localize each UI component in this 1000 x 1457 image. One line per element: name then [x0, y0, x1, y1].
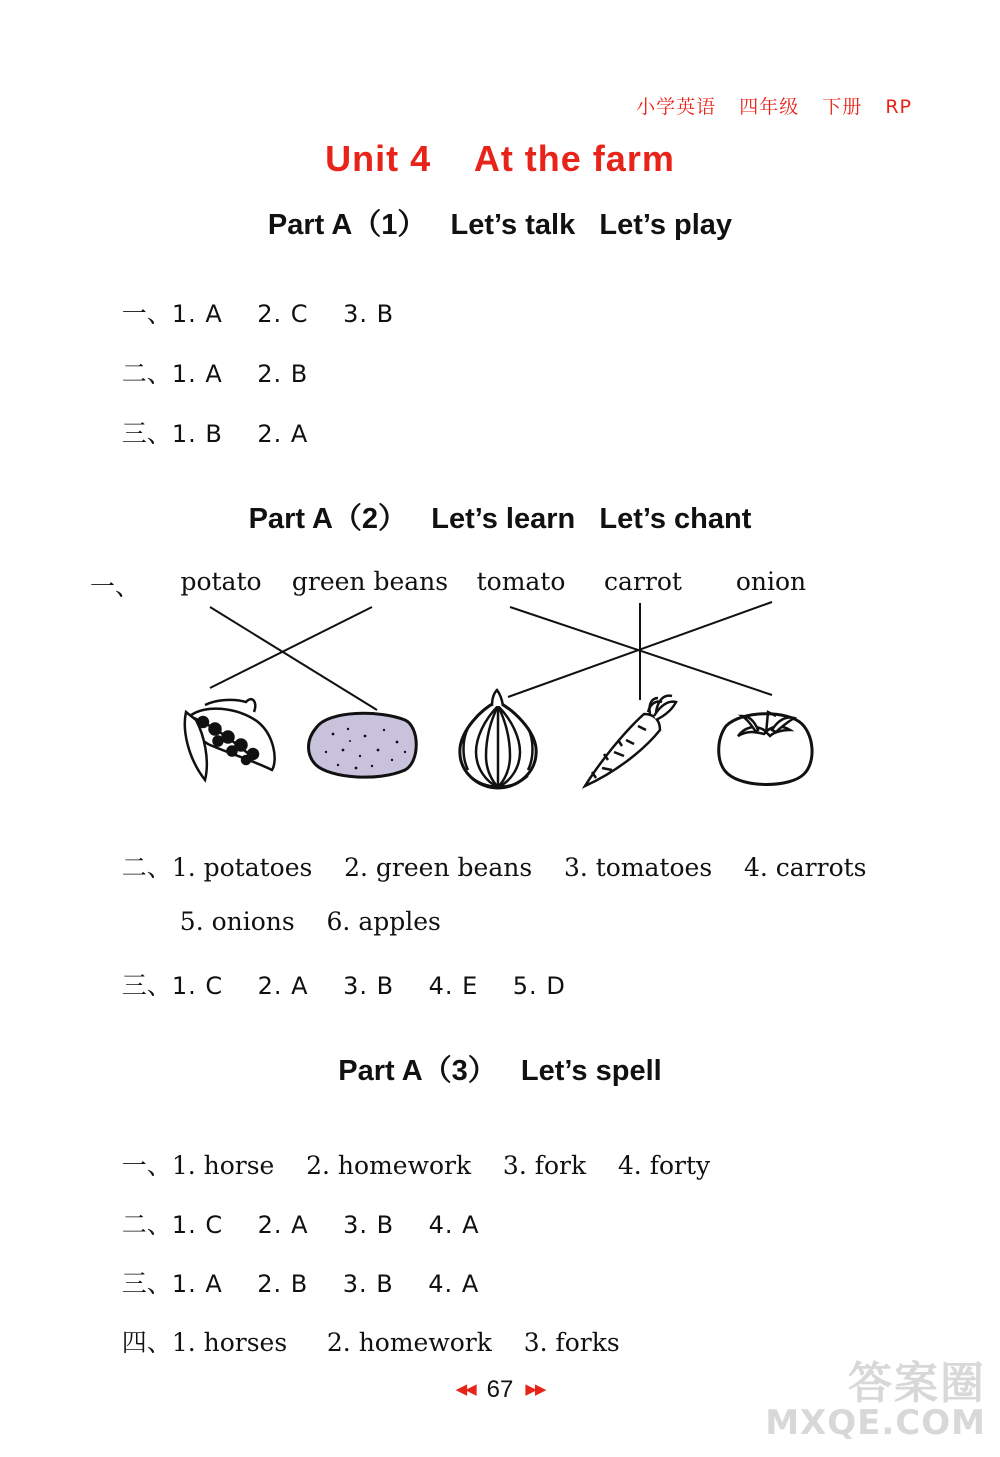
next-arrows-icon: ▶▶: [525, 1381, 545, 1398]
watermark-line-2: MXQE.COM: [765, 1403, 986, 1443]
line-answers: 1. horses 2. homework 3. forks: [171, 1328, 620, 1357]
part-a1-title: Part A（1） Let’s talk Let’s play: [267, 209, 733, 241]
unit-title: Unit 4 At the farm: [325, 138, 675, 179]
green-beans-picture: [185, 699, 275, 780]
line-label: 一、: [121, 1151, 172, 1180]
match-word-carrot: carrot: [604, 567, 682, 596]
match-word-tomato: tomato: [476, 567, 566, 596]
line-answers: 1. A 2. C 3. B: [171, 300, 395, 328]
watermark: [765, 1358, 986, 1443]
part-a2-title: Part A（2） Let’s learn Let’s chant: [248, 503, 752, 535]
header-grade: 四年级: [739, 96, 800, 118]
line-potato: [210, 607, 377, 710]
header-subject: 小学英语: [636, 96, 717, 118]
watermark-line-1: 答案圈: [848, 1358, 986, 1409]
line-label: 三、: [121, 971, 172, 1000]
page-number: 67: [486, 1376, 514, 1403]
line-answers: 1. potatoes 2. green beans 3. tomatoes 4. carrots: [171, 853, 867, 882]
line-answers: 1. A 2. B 3. B 4. A: [171, 1270, 480, 1298]
line-label: 四、: [121, 1328, 172, 1357]
potato-picture: [309, 713, 417, 777]
line-label: 三、: [121, 419, 172, 448]
line-green-beans: [210, 607, 372, 688]
line-label: 二、: [121, 853, 172, 882]
line-label: 三、: [121, 1269, 172, 1298]
line-answers: 5. onions 6. apples: [179, 907, 441, 936]
matching-label: 一、: [90, 572, 141, 601]
line-answers: 1. C 2. A 3. B 4. E 5. D: [171, 972, 566, 1000]
line-label: 二、: [121, 1210, 172, 1239]
line-answers: 1. horse 2. homework 3. fork 4. forty: [171, 1151, 711, 1180]
prev-arrows-icon: ◀◀: [455, 1381, 475, 1398]
line-label: 一、: [121, 299, 172, 328]
part-a2-line-3: [90, 937, 566, 1031]
line-label: 二、: [121, 359, 172, 388]
onion-picture: [460, 690, 536, 788]
part-a3-line-4: [90, 1294, 620, 1388]
carrot-picture: [585, 696, 676, 786]
part-a3-title: Part A（3） Let’s spell: [338, 1055, 662, 1087]
header-edition: RP: [885, 96, 912, 118]
match-word-green-beans: green beans: [291, 567, 449, 596]
line-answers: 1. B 2. A: [171, 420, 309, 448]
line-answers: 1. C 2. A 3. B 4. A: [171, 1211, 480, 1239]
match-word-onion: onion: [735, 567, 807, 596]
header-term: 下册: [822, 96, 863, 118]
tomato-picture: [719, 712, 812, 785]
match-word-potato: potato: [180, 567, 262, 596]
line-answers: 1. A 2. B: [171, 360, 309, 388]
